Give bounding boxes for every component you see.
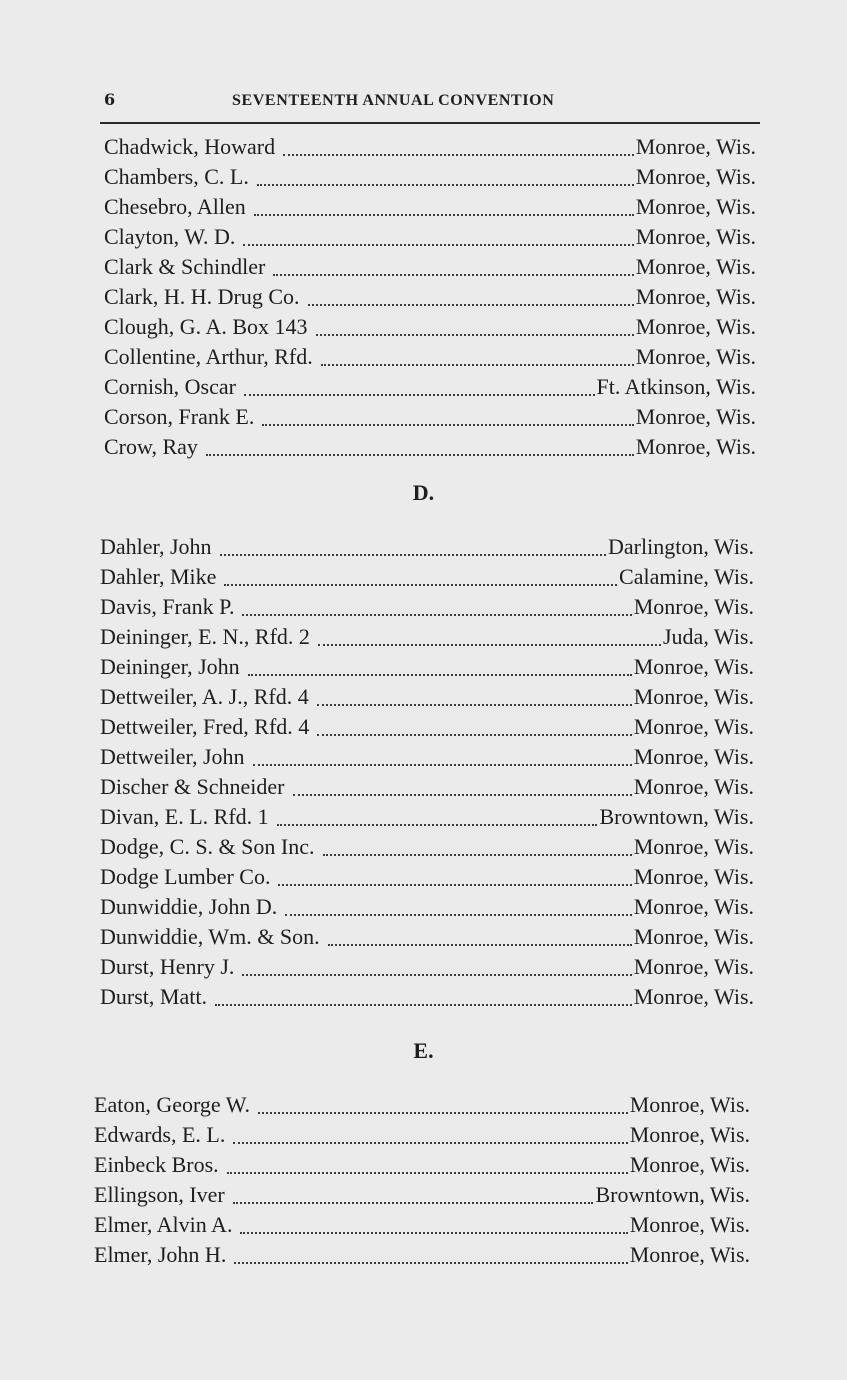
entry-place: Monroe, Wis. [633, 834, 754, 859]
entry-name: Crow, Ray [104, 434, 198, 459]
directory-entry [100, 742, 754, 772]
entry-place: Monroe, Wis. [633, 924, 754, 949]
page-number: 6 [104, 90, 116, 109]
entry-name: Dunwiddie, John D. [100, 894, 278, 919]
entry-place: Monroe, Wis. [635, 254, 756, 279]
entry-place: Calamine, Wis. [619, 564, 754, 589]
entry-place: Monroe, Wis. [629, 1212, 750, 1237]
dot-leader [233, 1142, 627, 1144]
dot-leader [224, 584, 617, 586]
dot-leader [285, 914, 631, 916]
entry-place: Monroe, Wis. [633, 654, 754, 679]
entry-name: Edwards, E. L. [94, 1122, 226, 1147]
entry-place: Monroe, Wis. [635, 344, 756, 369]
entry-name: Dettweiler, John [100, 744, 245, 769]
entry-name: Collentine, Arthur, Rfd. [104, 344, 313, 369]
dot-leader [317, 734, 631, 736]
directory-entry [94, 1150, 750, 1180]
dot-leader [273, 274, 633, 276]
dot-leader [308, 304, 634, 306]
dot-leader [257, 184, 634, 186]
entry-name: Durst, Henry J. [100, 954, 235, 979]
dot-leader [243, 244, 633, 246]
dot-leader [328, 944, 632, 946]
entry-place: Monroe, Wis. [633, 984, 754, 1009]
entry-place: Monroe, Wis. [629, 1122, 750, 1147]
directory-entry [94, 1120, 750, 1150]
entry-place: Monroe, Wis. [633, 594, 754, 619]
entry-place: Monroe, Wis. [635, 434, 756, 459]
entry-name: Elmer, Alvin A. [94, 1212, 233, 1237]
directory-entry [104, 282, 756, 312]
entry-place: Monroe, Wis. [635, 224, 756, 249]
section-c [0, 132, 847, 462]
entry-place: Darlington, Wis. [608, 534, 754, 559]
entry-name: Dettweiler, Fred, Rfd. 4 [100, 714, 310, 739]
entry-place: Monroe, Wis. [633, 714, 754, 739]
section-letter-e: E. [413, 1038, 434, 1063]
entry-place: Monroe, Wis. [635, 134, 756, 159]
directory-entry [100, 802, 754, 832]
dot-leader [258, 1112, 628, 1114]
entry-name: Clark, H. H. Drug Co. [104, 284, 300, 309]
entry-name: Chadwick, Howard [104, 134, 276, 159]
entry-place: Monroe, Wis. [635, 314, 756, 339]
dot-leader [316, 334, 634, 336]
section-d [0, 532, 847, 1012]
directory-entry [100, 592, 754, 622]
dot-leader [234, 1262, 627, 1264]
directory-entry [100, 652, 754, 682]
dot-leader [254, 214, 634, 216]
entry-place: Browntown, Wis. [595, 1182, 750, 1207]
directory-entry [104, 162, 756, 192]
entry-place: Monroe, Wis. [635, 284, 756, 309]
directory-entry [104, 432, 756, 462]
entry-place: Browntown, Wis. [599, 804, 754, 829]
directory-entry [104, 312, 756, 342]
directory-entry [94, 1210, 750, 1240]
entry-place: Monroe, Wis. [629, 1242, 750, 1267]
entry-place: Ft. Atkinson, Wis. [596, 374, 756, 399]
entry-name: Dahler, Mike [100, 564, 217, 589]
directory-entry [100, 772, 754, 802]
directory-entry [104, 252, 756, 282]
dot-leader [253, 764, 632, 766]
dot-leader [233, 1202, 594, 1204]
dot-leader [215, 1004, 632, 1006]
directory-entry [100, 922, 754, 952]
dot-leader [318, 644, 661, 646]
running-title: SEVENTEENTH ANNUAL CONVENTION [232, 92, 555, 109]
dot-leader [240, 1232, 627, 1234]
entry-place: Monroe, Wis. [633, 744, 754, 769]
dot-leader [293, 794, 632, 796]
directory-entry [104, 402, 756, 432]
dot-leader [321, 364, 634, 366]
directory-entry [100, 952, 754, 982]
directory-entry [100, 562, 754, 592]
directory-entry [100, 622, 754, 652]
dot-leader [317, 704, 632, 706]
entry-name: Deininger, E. N., Rfd. 2 [100, 624, 310, 649]
directory-entry [104, 132, 756, 162]
directory-entry [94, 1180, 750, 1210]
entry-name: Davis, Frank P. [100, 594, 235, 619]
entry-name: Corson, Frank E. [104, 404, 255, 429]
entry-place: Monroe, Wis. [635, 404, 756, 429]
entry-name: Dettweiler, A. J., Rfd. 4 [100, 684, 309, 709]
entry-name: Chambers, C. L. [104, 164, 249, 189]
directory-entry [100, 532, 754, 562]
directory-list-c [104, 132, 756, 462]
entry-name: Cornish, Oscar [104, 374, 236, 399]
dot-leader [262, 424, 633, 426]
page-header [100, 88, 760, 118]
entry-name: Eaton, George W. [94, 1092, 251, 1117]
directory-entry [94, 1240, 750, 1270]
entry-name: Durst, Matt. [100, 984, 207, 1009]
entry-name: Clough, G. A. Box 143 [104, 314, 308, 339]
directory-entry [104, 192, 756, 222]
directory-entry [100, 982, 754, 1012]
dot-leader [206, 454, 634, 456]
dot-leader [242, 974, 631, 976]
directory-entry [100, 682, 754, 712]
directory-list-e [94, 1090, 750, 1270]
entry-name: Dodge Lumber Co. [100, 864, 271, 889]
entry-place: Monroe, Wis. [633, 954, 754, 979]
dot-leader [227, 1172, 628, 1174]
dot-leader [323, 854, 632, 856]
entry-place: Monroe, Wis. [633, 684, 754, 709]
section-letter-d: D. [412, 480, 435, 505]
entry-place: Juda, Wis. [663, 624, 754, 649]
dot-leader [283, 154, 634, 156]
entry-name: Ellingson, Iver [94, 1182, 225, 1207]
directory-list-d [100, 532, 754, 1012]
entry-name: Divan, E. L. Rfd. 1 [100, 804, 269, 829]
dot-leader [278, 884, 631, 886]
dot-leader [220, 554, 606, 556]
directory-entry [104, 372, 756, 402]
entry-name: Deininger, John [100, 654, 240, 679]
entry-name: Clark & Schindler [104, 254, 266, 279]
entry-name: Dahler, John [100, 534, 212, 559]
entry-name: Clayton, W. D. [104, 224, 236, 249]
dot-leader [248, 674, 632, 676]
directory-entry [94, 1090, 750, 1120]
entry-place: Monroe, Wis. [633, 774, 754, 799]
entry-name: Dodge, C. S. & Son Inc. [100, 834, 315, 859]
directory-entry [104, 222, 756, 252]
entry-place: Monroe, Wis. [633, 864, 754, 889]
entry-name: Chesebro, Allen [104, 194, 246, 219]
entry-name: Discher & Schneider [100, 774, 285, 799]
dot-leader [244, 394, 595, 396]
section-e [0, 1090, 847, 1270]
directory-entry [104, 342, 756, 372]
entry-name: Elmer, John H. [94, 1242, 227, 1267]
entry-name: Einbeck Bros. [94, 1152, 219, 1177]
dot-leader [242, 614, 631, 616]
entry-place: Monroe, Wis. [635, 194, 756, 219]
directory-entry [100, 832, 754, 862]
entry-place: Monroe, Wis. [629, 1152, 750, 1177]
directory-entry [100, 712, 754, 742]
entry-place: Monroe, Wis. [635, 164, 756, 189]
dot-leader [277, 824, 598, 826]
entry-name: Dunwiddie, Wm. & Son. [100, 924, 320, 949]
header-rule [100, 122, 760, 124]
directory-entry [100, 862, 754, 892]
entry-place: Monroe, Wis. [633, 894, 754, 919]
directory-entry [100, 892, 754, 922]
entry-place: Monroe, Wis. [629, 1092, 750, 1117]
